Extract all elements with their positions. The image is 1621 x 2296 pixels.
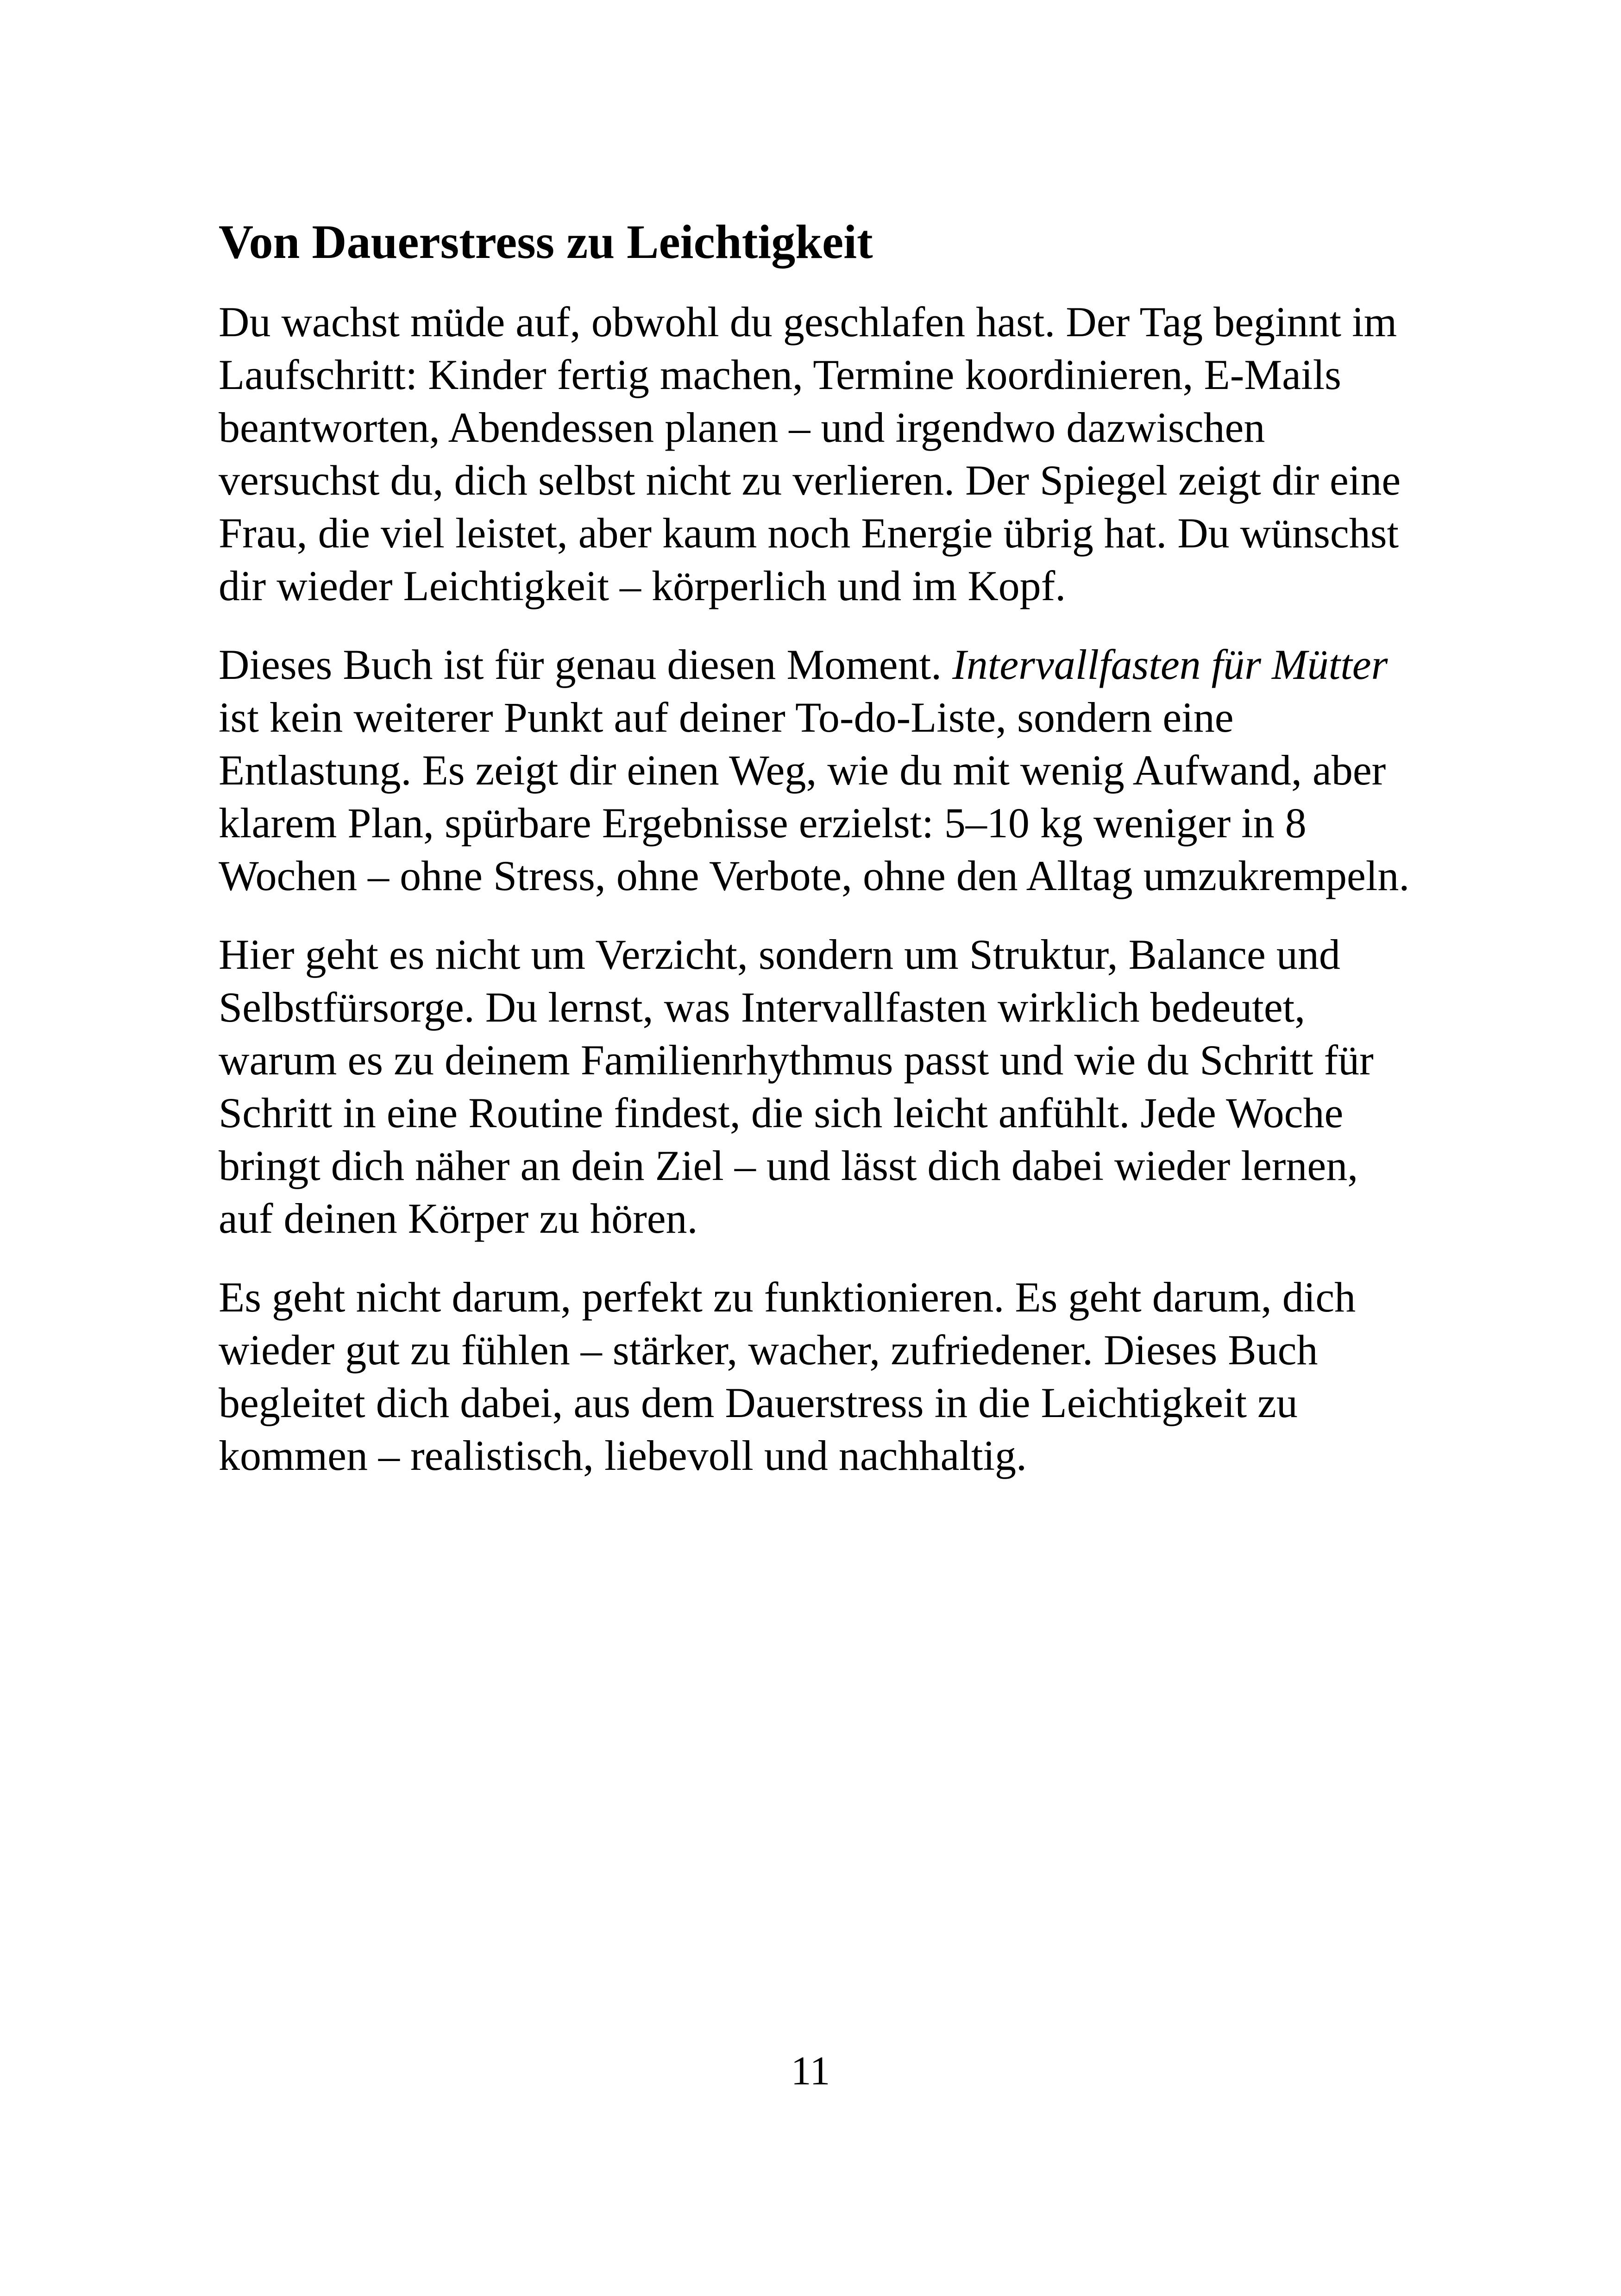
paragraph-2	[219, 638, 1423, 902]
chapter-heading: Von Dauerstress zu Leichtigkeit	[219, 215, 873, 269]
paragraph-1: Du wachst müde auf, obwohl du geschlafen hast. Der Tag beginnt im Laufschritt: Kinder fertig machen, Termine koordinieren, E-Mails beantworten, Abendessen planen – und irgendwo dazwischen versuchst du, dich selbst nicht zu verlieren. Der Spiegel zeigt dir eine Frau, die viel leistet, aber kaum noch Energie übrig hat. Du wünschst dir wieder Leichtigkeit – körperlich und im Kopf.	[219, 298, 1401, 610]
paragraph-2-intro: Dieses Buch ist für genau diesen Moment.	[219, 641, 953, 689]
page-number: 11	[791, 2049, 830, 2094]
paragraph-4: Es geht nicht darum, perfekt zu funktionieren. Es geht darum, dich wieder gut zu fühlen – stärker, wacher, zufriedener. Dieses Buch begleitet dich dabei, aus dem Dauerstress in die Leichtigkeit zu kommen – realistisch, liebevoll und nachhaltig.	[219, 1273, 1356, 1480]
book-title-italic: Intervallfasten für Mütter	[952, 641, 1388, 689]
paragraph-3: Hier geht es nicht um Verzicht, sondern um Struktur, Balance und Selbstfürsorge. Du lernst, was Intervallfasten wirklich bedeutet, warum es zu deinem Familienrhythmus passt und wie du Schritt für Schritt in eine Routine findest, die sich leicht anfühlt. Jede Woche bringt dich näher an dein Ziel – und lässt dich dabei wieder lernen, auf deinen Körper zu hören.	[219, 931, 1374, 1242]
page-content	[219, 211, 1423, 1508]
paragraph-2-rest: ist kein weiterer Punkt auf deiner To-do-Liste, sondern eine Entlastung. Es zeigt dir einen Weg, wie du mit wenig Aufwand, aber klarem Plan, spürbare Ergebnisse erzielst: 5–10 kg weniger in 8 Wochen – ohne Stress, ohne Verbote, ohne den Alltag umzukrempeln.	[219, 694, 1410, 900]
